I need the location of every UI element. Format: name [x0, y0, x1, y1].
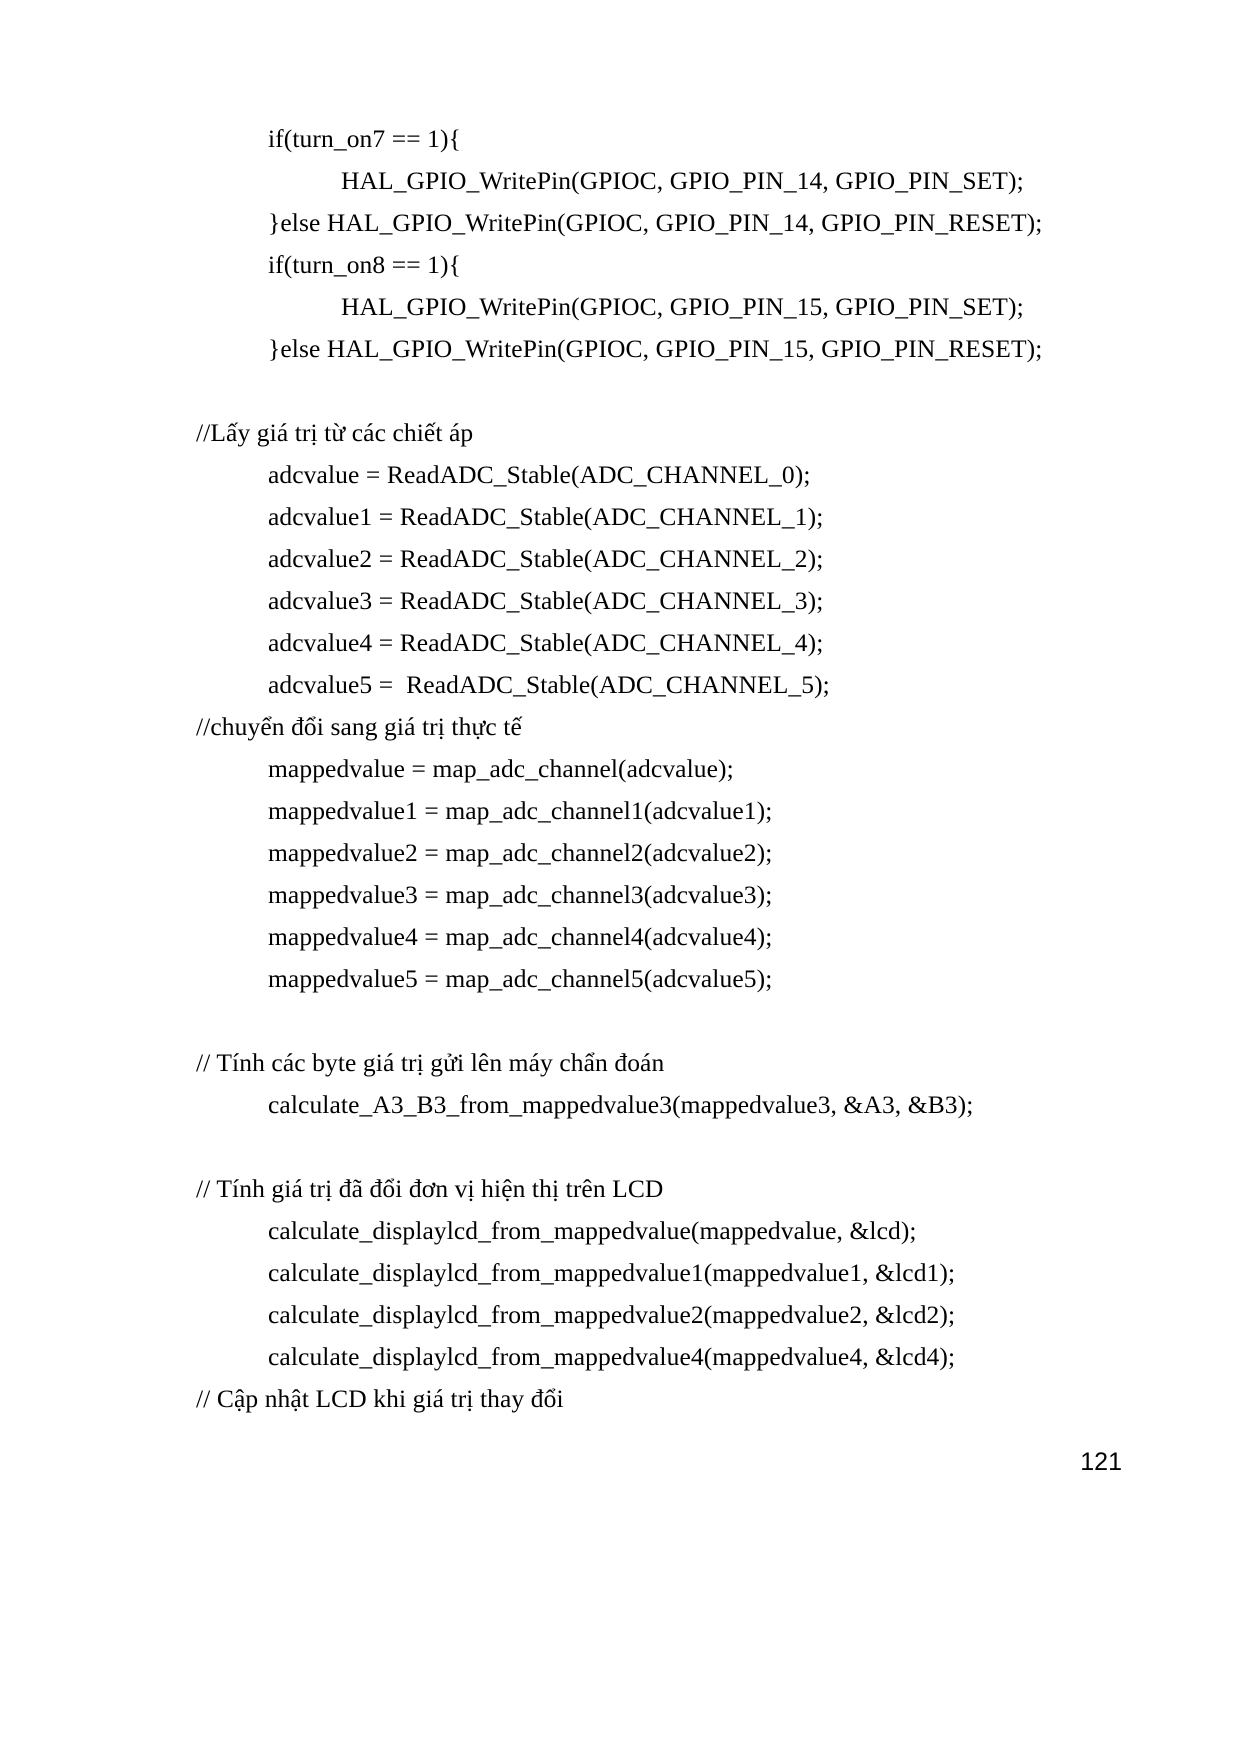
blank-line: [196, 370, 1126, 412]
code-line: if(turn_on8 == 1){: [268, 250, 461, 279]
blank-line: [196, 1126, 1126, 1168]
code-line: mappedvalue3 = map_adc_channel3(adcvalue3);: [268, 880, 773, 909]
code-line: adcvalue = ReadADC_Stable(ADC_CHANNEL_0);: [268, 460, 811, 489]
code-line: if(turn_on7 == 1){: [268, 124, 461, 153]
code-line: calculate_A3_B3_from_mappedvalue3(mappedvalue3, &A3, &B3);: [268, 1090, 974, 1119]
code-listing: [196, 118, 1126, 1420]
code-line: adcvalue3 = ReadADC_Stable(ADC_CHANNEL_3);: [268, 586, 824, 615]
code-line: }else HAL_GPIO_WritePin(GPIOC, GPIO_PIN_14, GPIO_PIN_RESET);: [268, 208, 1043, 237]
code-line: calculate_displaylcd_from_mappedvalue(mappedvalue, &lcd);: [268, 1216, 917, 1245]
code-line: HAL_GPIO_WritePin(GPIOC, GPIO_PIN_14, GPIO_PIN_SET);: [341, 166, 1024, 195]
code-line: mappedvalue2 = map_adc_channel2(adcvalue2);: [268, 838, 773, 867]
code-line: adcvalue1 = ReadADC_Stable(ADC_CHANNEL_1);: [268, 502, 824, 531]
code-line: calculate_displaylcd_from_mappedvalue1(mappedvalue1, &lcd1);: [268, 1258, 956, 1287]
code-line: //Lấy giá trị từ các chiết áp: [196, 418, 474, 447]
code-line: mappedvalue4 = map_adc_channel4(adcvalue4);: [268, 922, 773, 951]
code-line: mappedvalue5 = map_adc_channel5(adcvalue5);: [268, 964, 773, 993]
code-line: HAL_GPIO_WritePin(GPIOC, GPIO_PIN_15, GPIO_PIN_SET);: [341, 292, 1024, 321]
page-number: 121: [1080, 1448, 1122, 1476]
code-line: adcvalue4 = ReadADC_Stable(ADC_CHANNEL_4);: [268, 628, 824, 657]
code-line: adcvalue2 = ReadADC_Stable(ADC_CHANNEL_2);: [268, 544, 824, 573]
code-line: calculate_displaylcd_from_mappedvalue2(mappedvalue2, &lcd2);: [268, 1300, 956, 1329]
code-line: mappedvalue1 = map_adc_channel1(adcvalue1);: [268, 796, 773, 825]
blank-line: [196, 1000, 1126, 1042]
code-line: // Tính các byte giá trị gửi lên máy chẩn đoán: [196, 1048, 665, 1077]
code-line: adcvalue5 = ReadADC_Stable(ADC_CHANNEL_5);: [268, 670, 830, 699]
code-line: mappedvalue = map_adc_channel(adcvalue);: [268, 754, 734, 783]
code-line: }else HAL_GPIO_WritePin(GPIOC, GPIO_PIN_15, GPIO_PIN_RESET);: [268, 334, 1043, 363]
code-line: // Tính giá trị đã đổi đơn vị hiện thị trên LCD: [196, 1174, 664, 1203]
code-line: //chuyển đổi sang giá trị thực tế: [196, 712, 522, 741]
code-line: calculate_displaylcd_from_mappedvalue4(mappedvalue4, &lcd4);: [268, 1342, 956, 1371]
code-line: // Cập nhật LCD khi giá trị thay đổi: [196, 1384, 564, 1413]
